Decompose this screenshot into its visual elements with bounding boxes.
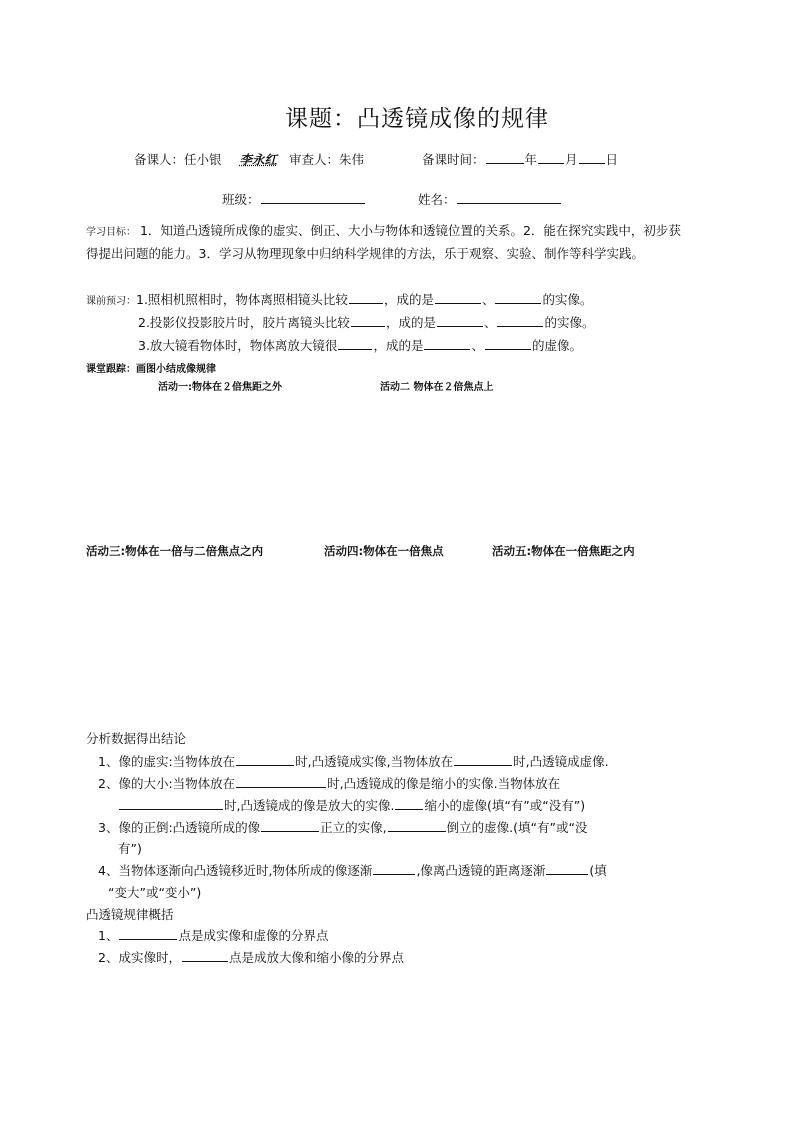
prep-time-label: 备课时间： xyxy=(422,152,485,167)
reviewer-signature: 李永红 xyxy=(239,152,278,167)
preview-q2: 2.投影仪投影胶片时，胶片离镜头比较 ，成的是 、 的实像。 xyxy=(138,315,595,330)
preview-q2-blank-2[interactable] xyxy=(437,313,483,327)
year-label: 年 xyxy=(524,152,538,167)
analysis-3-blank-1[interactable] xyxy=(261,818,319,832)
analysis-item-1: 1、像的虚实:当物体放在 时,凸透镜成实像,当物体放在 时,凸透镜成虚像. xyxy=(98,754,609,769)
analysis-2-blank-2[interactable] xyxy=(119,796,223,810)
preview-q1-blank-3[interactable] xyxy=(495,290,541,304)
activity-1: 活动一:物体在２倍焦距之外 xyxy=(158,382,282,393)
analysis-item-4b: “变大”或“变小”) xyxy=(108,885,202,900)
reviewer-label: 审查人： xyxy=(288,152,339,167)
preview-q2-blank-3[interactable] xyxy=(497,313,543,327)
preparer-row xyxy=(134,150,364,168)
prep-time-row xyxy=(422,150,618,168)
preparer-name: 任小银 xyxy=(184,152,222,167)
analysis-item-3b: 有”) xyxy=(118,841,142,856)
name-label: 姓名： xyxy=(418,192,456,207)
objectives-text: 1．知道凸透镜所成像的虚实、倒正、大小与物体和透镜位置的关系。2．能在探究实践中，初步获得提出问题的能力。3．学习从物理现象中归纳科学规律的方法，乐于观察、实验、制作等科学实践。 xyxy=(86,223,681,261)
activity-3: 活动三:物体在一倍与二倍焦点之内 xyxy=(86,544,264,558)
day-blank[interactable] xyxy=(579,150,605,164)
analysis-1-blank-2[interactable] xyxy=(454,752,512,766)
analysis-item-4a: 4、当物体逐渐向凸透镜移近时,物体所成的像逐渐 ,像离凸透镜的距离逐渐 (填 xyxy=(98,863,607,878)
preview-q1-blank-1[interactable] xyxy=(349,290,383,304)
preview-label: 课前预习： xyxy=(86,296,136,307)
class-row xyxy=(222,190,366,208)
analysis-4-blank-1[interactable] xyxy=(373,861,415,875)
analysis-heading: 分析数据得出结论 xyxy=(86,731,187,746)
page-title: 课题：凸透镜成像的规律 xyxy=(285,106,549,132)
analysis-item-2b: 时,凸透镜成的像是放大的实像. 缩小的虚像(填“有”或“没有”) xyxy=(118,796,585,814)
activity-4: 活动四:物体在一倍焦点 xyxy=(324,544,444,558)
name-blank[interactable] xyxy=(457,190,561,204)
day-label: 日 xyxy=(605,152,619,167)
name-row xyxy=(418,190,562,208)
preview-q1: 课前预习：1.照相机照相时，物体离照相镜头比较 ，成的是 、 的实像。 xyxy=(86,292,593,307)
preview-q3: 3.放大镜看物体时，物体离放大镜很 ，成的是 、 的虚像。 xyxy=(138,338,582,353)
preparer-label: 备课人： xyxy=(134,152,185,167)
summary-item-2: 2、成实像时， 点是成放大像和缩小像的分界点 xyxy=(98,950,404,965)
class-blank[interactable] xyxy=(261,190,365,204)
preview-q3-blank-2[interactable] xyxy=(424,336,470,350)
analysis-1-blank-1[interactable] xyxy=(236,752,294,766)
activity-2: 活动二 物体在２倍焦点上 xyxy=(380,382,494,393)
objectives-label: 学习目标： xyxy=(86,227,136,238)
preview-q3-blank-1[interactable] xyxy=(338,336,372,350)
class-label: 班级： xyxy=(222,192,260,207)
analysis-2-blank-1[interactable] xyxy=(236,774,326,788)
summary-item-1: 1、 点是成实像和虚像的分界点 xyxy=(98,928,329,943)
preview-q2-blank-1[interactable] xyxy=(351,313,385,327)
preview-q1-blank-2[interactable] xyxy=(435,290,481,304)
analysis-item-3a: 3、像的正倒:凸透镜所成的像 正立的实像, 倒立的虚像.(填“有”或“没 xyxy=(98,820,588,835)
year-blank[interactable] xyxy=(486,150,524,164)
analysis-item-2a: 2、像的大小:当物体放在 时,凸透镜成的像是缩小的实像.当物体放在 xyxy=(98,776,561,791)
analysis-3-blank-2[interactable] xyxy=(388,818,446,832)
reviewer-name: 朱伟 xyxy=(339,152,365,167)
preview-q3-blank-3[interactable] xyxy=(485,336,531,350)
month-blank[interactable] xyxy=(538,150,564,164)
learning-objectives xyxy=(86,220,686,264)
month-label: 月 xyxy=(565,152,578,167)
summary-1-blank[interactable] xyxy=(119,926,177,940)
summary-2-blank[interactable] xyxy=(182,948,228,962)
activity-5: 活动五:物体在一倍焦距之内 xyxy=(492,544,635,558)
analysis-4-blank-2[interactable] xyxy=(546,861,588,875)
summary-heading: 凸透镜规律概括 xyxy=(86,907,174,922)
analysis-2-blank-3[interactable] xyxy=(395,796,423,810)
classwork-label: 课堂跟踪：画图小结成像规律 xyxy=(86,364,216,375)
